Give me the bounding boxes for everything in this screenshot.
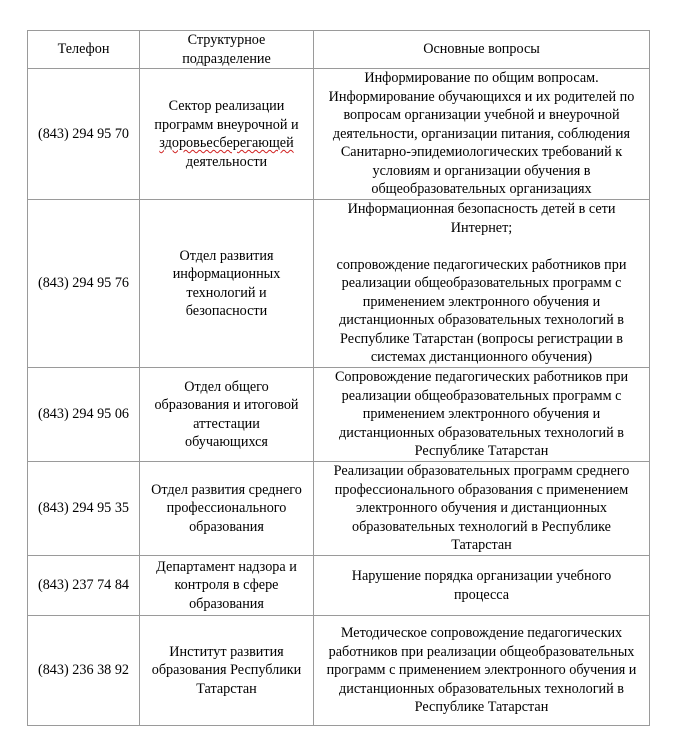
phone-cell: (843) 294 95 35 [28, 462, 140, 556]
unit-cell: Департамент надзора и контроля в сфере образования [140, 556, 314, 616]
table-row [28, 69, 650, 200]
header-phone: Телефон [28, 31, 140, 69]
unit-cell: Отдел общего образования и итоговой аттестации обучающихся [140, 368, 314, 462]
questions-cell: Информирование по общим вопросам. Информирование обучающихся и их родителей по вопросам организации учебной и внеурочной деятельности, организации питания, соблюдения Санитарно-эпидемиологических требований к условиям и организации обучения в общеобразовательных организациях [314, 69, 650, 200]
phone-cell: (843) 237 74 84 [28, 556, 140, 616]
unit-cell: Отдел развития информационных технологий и безопасности [140, 200, 314, 368]
unit-cell: Институт развития образования Республики Татарстан [140, 616, 314, 726]
table-header-row [28, 31, 650, 69]
questions-cell: Методическое сопровождение педагогических работников при реализации общеобразовательных программ с применением электронного обучения и дистанционных образовательных технологий в Республике Татарстан [314, 616, 650, 726]
table-row [28, 462, 650, 556]
header-questions: Основные вопросы [314, 31, 650, 69]
questions-cell: Реализации образовательных программ среднего профессионального образования с применением электронного обучения и дистанционных образовательных технологий в Республике Татарстан [314, 462, 650, 556]
phone-cell: (843) 294 95 76 [28, 200, 140, 368]
phone-cell: (843) 236 38 92 [28, 616, 140, 726]
phone-cell: (843) 294 95 70 [28, 69, 140, 200]
unit-cell: Сектор реализации программ внеурочной и здоровьесберегающей деятельности [140, 69, 314, 200]
phone-cell: (843) 294 95 06 [28, 368, 140, 462]
table-row [28, 556, 650, 616]
table-row [28, 368, 650, 462]
questions-cell: Информационная безопасность детей в сети Интернет; сопровождение педагогических работников при реализации общеобразовательных программ с применением электронного обучения и дистанционных образовательных технологий в Республике Татарстан (вопросы регистрации в системах дистанционного обучения) [314, 200, 650, 368]
spellcheck-flagged-word: здоровьесберегающей [159, 135, 294, 151]
table-row [28, 616, 650, 726]
questions-cell: Нарушение порядка организации учебного процесса [314, 556, 650, 616]
contacts-table [27, 30, 650, 726]
questions-cell: Сопровождение педагогических работников при реализации общеобразовательных программ с применением электронного обучения и дистанционных образовательных технологий в Республике Татарстан [314, 368, 650, 462]
table-row [28, 200, 650, 368]
unit-cell: Отдел развития среднего профессионального образования [140, 462, 314, 556]
header-unit: Структурное подразделение [140, 31, 314, 69]
